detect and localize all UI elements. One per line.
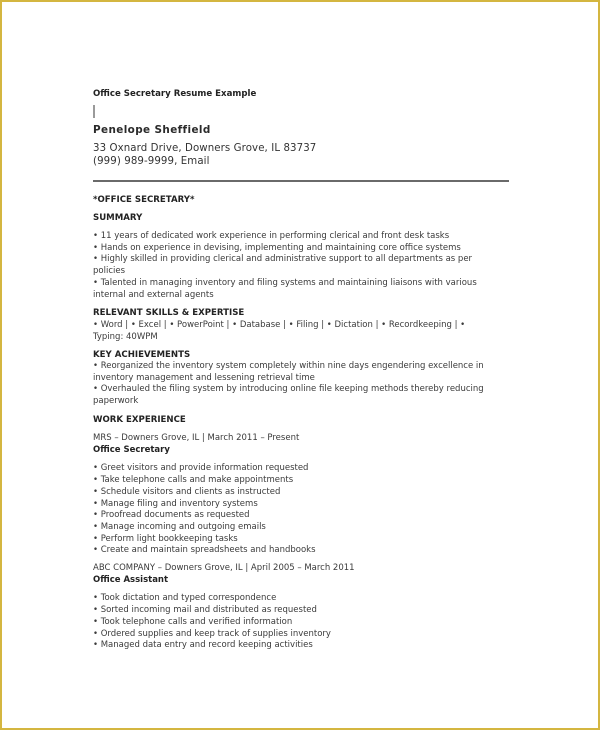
job-duty: • Manage filing and inventory systems [93,498,258,509]
job-duty: • Take telephone calls and make appointments [93,475,294,486]
skills-heading: RELEVANT SKILLS & EXPERTISE [93,308,245,318]
candidate-name: Penelope Sheffield [93,124,211,136]
achievements-list [93,361,497,408]
skills-text: • Word | • Excel | • PowerPoint | • Database | • Filing | • Dictation | • Recordkeeping | • Typing: 40WPM [93,320,466,342]
achievement-item: • Reorganized the inventory system completely within nine days engendering excellence in inventory management and lessening retrieval time [93,361,484,383]
job-role: Office Secretary [93,444,170,455]
header-divider [93,180,509,182]
phone-email-line: (999) 989-9999, Email [93,155,210,167]
summary-item: • Hands on experience in devising, implementing and maintaining core office systems [93,242,461,253]
job-entry [93,433,497,557]
objective-heading: *OFFICE SECRETARY* [93,195,195,205]
spacer [93,586,497,593]
job-duty: • Manage incoming and outgoing emails [93,521,266,532]
job-duty: • Sorted incoming mail and distributed as requested [93,605,317,616]
contact-block [93,143,316,168]
address-line: 33 Oxnard Drive, Downers Grove, IL 83737 [93,143,317,154]
job-duty: • Greet visitors and provide information requested [93,463,309,474]
spacer [93,456,497,463]
job-meta: MRS – Downers Grove, IL | March 2011 – Present [93,433,300,443]
job-duty: • Managed data entry and record keeping activities [93,640,313,651]
summary-item: • Highly skilled in providing clerical and administrative support to all departments as per policies [93,254,473,277]
job-role: Office Assistant [93,574,169,585]
job-meta: ABC COMPANY – Downers Grove, IL | April 2005 – March 2011 [93,563,355,573]
job-duty: • Schedule visitors and clients as instructed [93,486,281,497]
experience-heading: WORK EXPERIENCE [93,415,186,425]
job-duty: • Create and maintain spreadsheets and handbooks [93,545,316,556]
document-title: Office Secretary Resume Example [93,89,257,99]
job-duty: • Proofread documents as requested [93,510,250,521]
text-cursor-mark [93,105,95,118]
skills-list [93,320,497,343]
summary-item: • Talented in managing inventory and filing systems and maintaining liaisons with various internal and external agents [93,277,477,300]
job-duty: • Ordered supplies and keep track of supplies inventory [93,628,331,639]
summary-item: • 11 years of dedicated work experience in performing clerical and front desk tasks [93,231,450,241]
job-duty: • Perform light bookkeeping tasks [93,533,238,544]
achievement-item: • Overhauled the filing system by introducing online file keeping methods thereby reducing paperwork [93,384,484,407]
job-entry [93,563,497,652]
summary-list [93,231,497,301]
job-duty: • Took dictation and typed correspondence [93,593,277,604]
achievements-heading: KEY ACHIEVEMENTS [93,350,191,360]
job-duty: • Took telephone calls and verified information [93,616,293,627]
summary-heading: SUMMARY [93,213,143,223]
